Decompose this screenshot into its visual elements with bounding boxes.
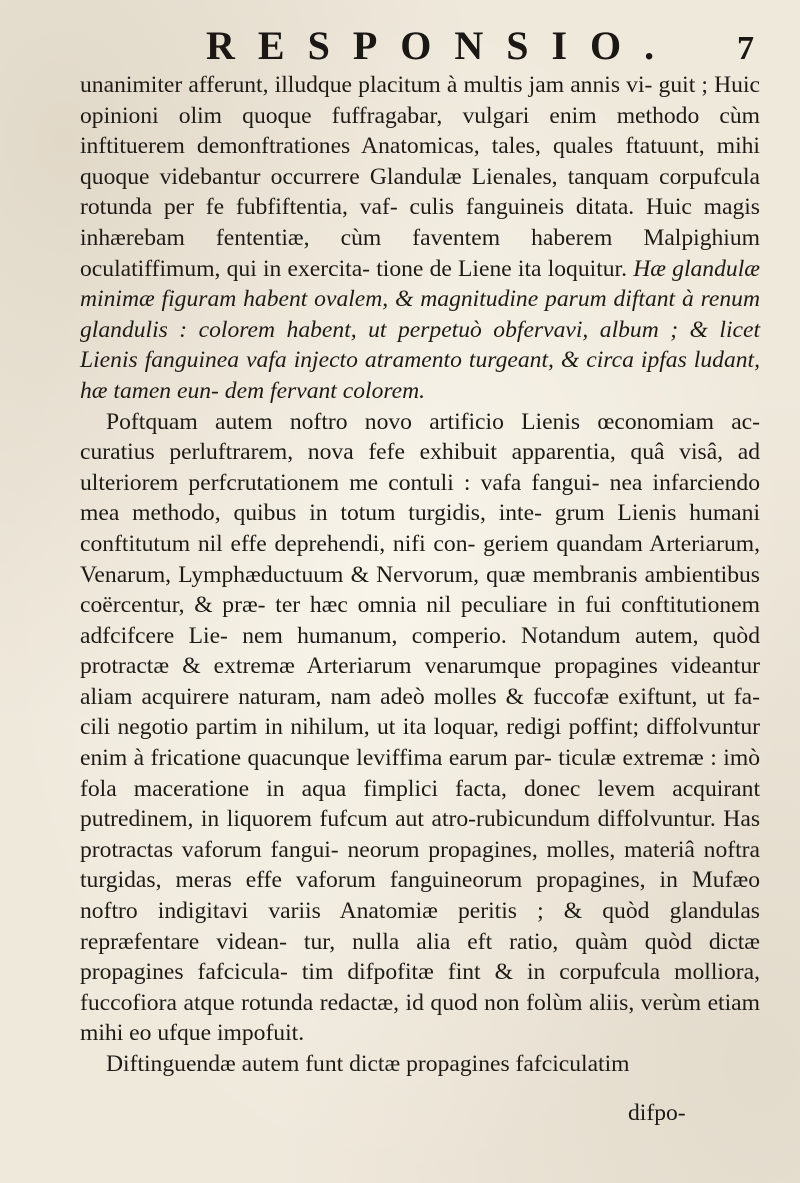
page-header — [0, 8, 800, 68]
running-head: RESPONSIO. — [206, 23, 678, 68]
paragraph-3: Diftinguendæ autem funt dictæ propagines fafciculatim — [106, 1051, 630, 1077]
paragraph-2: Poftquam autem noftro novo artificio Lienis œconomiam ac- curatius perluftrarem, nova fefe exhibuit apparentia, quâ visâ, ad ulteriorem perfcrutationem me contuli : vafa fangui- nea infarciendo mea methodo, quibus in totum turgidis, inte- grum Lienis humani conftitutum nil effe deprehendi, nifi con- geriem quandam Arteriarum, Venarum, Lymphæductuum & Nervorum, quæ membranis ambientibus coërcentur, & præ- ter hæc omnia nil peculiare in fui conftitutionem adfcifcere Lie- nem humanum, comperio. Notandum autem, quòd protractæ & extremæ Arteriarum venarumque propagines videantur aliam acquirere naturam, nam adeò molles & fuccofæ exiftunt, ut fa- cili negotio partim in nihilum, ut ita loquar, redigi poffint; diffolvuntur enim à fricatione quacunque leviffima earum par- ticulæ extremæ : imò fola maceratione in aqua fimplici facta, donec levem acquirant putredinem, in liquorem fufcum aut atro-rubicundum diffolvuntur. Has protractas vaforum fangui- neorum propagines, molles, materiâ noftra turgidas, meras effe vaforum fanguineorum propagines, in Mufæo noftro indigitavi variis Anatomiæ peritis ; & quòd glandulas repræfentare videan- tur, nulla alia eft ratio, quàm quòd dictæ propagines fafcicula- tim difpofitæ fint & in corpufcula molliora, fuccofiora atque rotunda redactæ, id quod non folùm aliis, verùm etiam mihi eo ufque impofuit. — [80, 408, 760, 1047]
paragraph-1-text: unanimiter afferunt, illudque placitum à multis jam annis vi- guit ; Huic opinioni olim quoque fuffragabar, vulgari enim methodo cùm inftituerem demonftrationes Anatomicas, tales, quales ftatuunt, mihi quoque videbantur occurrere Glandulæ Lienales, tanquam corpufcula rotunda per fe fubfiftentia, vaf- culis fanguineis ditata. Huic magis inhærebam fententiæ, cùm faventem haberem Malpighium oculatiffimum, qui in exercita- tione de Liene ita loquitur. — [80, 72, 760, 282]
catchword: difpo- — [628, 1100, 686, 1126]
page-number: 7 — [737, 30, 754, 67]
malpighi-quotation: Hæ glandulæ minimæ figuram habent ovalem, & magnitudine parum diftant à renum glandulis : colorem habent, ut perpetuò obfervavi, album ; & licet Lienis fanguinea vafa injecto atramento turgeant, & circa ipfas ludant, hæ tamen eun- dem fervant colorem. — [80, 255, 760, 404]
body-text — [80, 70, 760, 1080]
paragraph-1 — [80, 70, 760, 407]
